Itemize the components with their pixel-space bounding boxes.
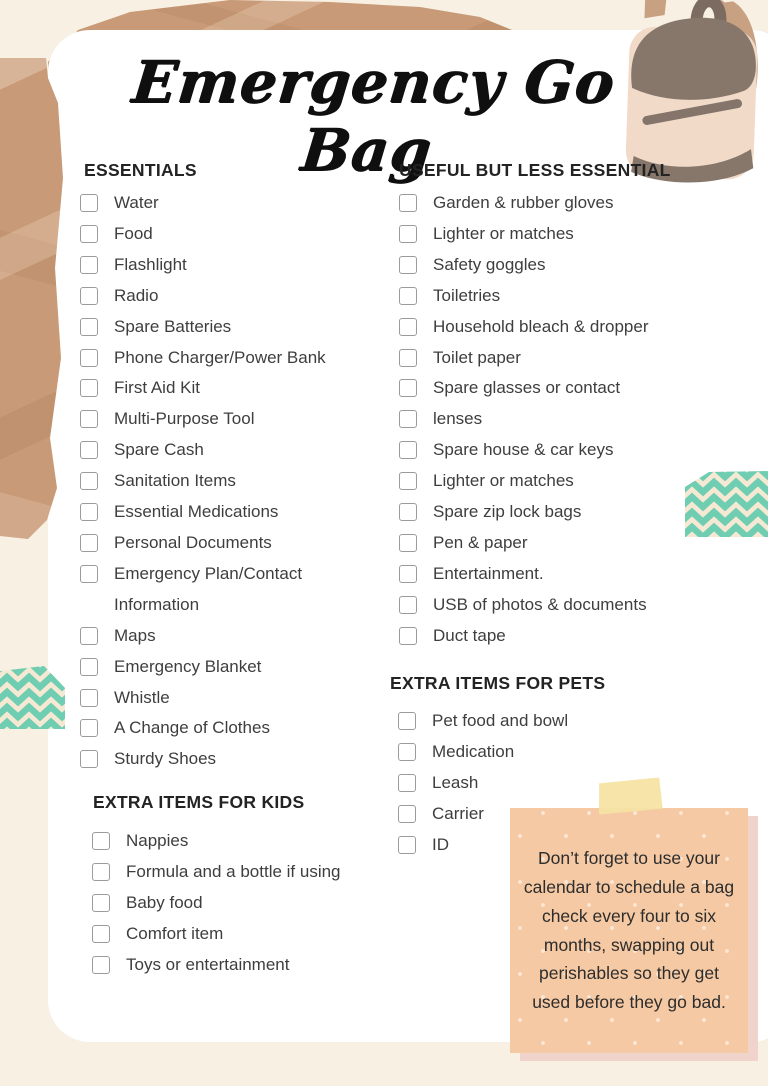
item-checkbox[interactable] bbox=[398, 712, 416, 730]
item-label: Pet food and bowl bbox=[432, 711, 569, 730]
checklist-row bbox=[80, 652, 365, 683]
checklist-row bbox=[80, 435, 365, 466]
checklist-row bbox=[80, 343, 365, 374]
checklist-row bbox=[399, 188, 694, 219]
item-label: Entertainment. bbox=[433, 563, 544, 583]
item-checkbox[interactable] bbox=[92, 863, 110, 881]
item-checkbox[interactable] bbox=[80, 658, 98, 676]
item-label: Nappies bbox=[126, 831, 189, 850]
item-label: ID bbox=[432, 834, 449, 854]
item-label: Lighter or matches bbox=[433, 471, 574, 491]
item-checkbox[interactable] bbox=[80, 194, 98, 212]
checklist-row bbox=[80, 713, 365, 744]
checklist-row bbox=[399, 435, 694, 466]
checklist-row bbox=[399, 404, 694, 435]
item-checkbox[interactable] bbox=[399, 596, 417, 614]
item-checkbox[interactable] bbox=[80, 287, 98, 305]
chevron-washi-tape-icon bbox=[685, 471, 768, 537]
checklist-row bbox=[399, 343, 694, 374]
item-checkbox[interactable] bbox=[80, 318, 98, 336]
checklist-row bbox=[80, 219, 365, 250]
item-label: Multi-Purpose Tool bbox=[114, 409, 255, 429]
item-checkbox[interactable] bbox=[399, 410, 417, 428]
checklist-row bbox=[92, 857, 392, 888]
reminder-note-text: Don’t forget to use your calendar to schedule a bag check every four to six months, swapping out perishables so they get used before they go bad. bbox=[523, 848, 735, 1012]
checklist-row bbox=[80, 312, 365, 343]
item-checkbox[interactable] bbox=[92, 832, 110, 850]
checklist-row bbox=[80, 281, 365, 312]
item-label: Toiletries bbox=[433, 285, 501, 305]
item-checkbox[interactable] bbox=[399, 472, 417, 490]
checklist-row bbox=[80, 497, 365, 528]
item-checkbox[interactable] bbox=[80, 750, 98, 768]
item-label: Lighter or matches bbox=[433, 223, 574, 243]
item-label: First Aid Kit bbox=[114, 378, 200, 398]
item-label: Sanitation Items bbox=[114, 471, 236, 491]
item-checkbox[interactable] bbox=[80, 627, 98, 645]
checklist-row bbox=[398, 737, 628, 768]
pets-heading: EXTRA ITEMS FOR PETS bbox=[390, 673, 606, 693]
item-label: Leash bbox=[432, 772, 479, 792]
kids-checklist bbox=[92, 826, 392, 981]
item-checkbox[interactable] bbox=[399, 503, 417, 521]
reminder-note bbox=[510, 808, 748, 1053]
checklist-row bbox=[80, 466, 365, 497]
checklist-row bbox=[92, 888, 392, 919]
item-checkbox[interactable] bbox=[399, 287, 417, 305]
checklist-row bbox=[399, 528, 694, 559]
checklist-row bbox=[80, 559, 365, 621]
item-label: Formula and a bottle if using bbox=[126, 861, 341, 881]
item-label: Comfort item bbox=[126, 923, 224, 943]
item-label: lenses bbox=[433, 409, 483, 429]
item-checkbox[interactable] bbox=[399, 379, 417, 397]
checklist-row bbox=[92, 826, 392, 857]
item-checkbox[interactable] bbox=[92, 956, 110, 974]
item-label: Medication bbox=[432, 741, 515, 761]
item-checkbox[interactable] bbox=[80, 256, 98, 274]
checklist-row bbox=[92, 919, 392, 950]
item-label: Household bleach & dropper bbox=[433, 316, 649, 336]
checklist-row bbox=[399, 250, 694, 281]
checklist-row bbox=[399, 590, 694, 621]
item-checkbox[interactable] bbox=[80, 225, 98, 243]
useful-checklist bbox=[399, 188, 694, 652]
checklist-row bbox=[399, 219, 694, 250]
checklist-row bbox=[399, 621, 694, 652]
checklist-row bbox=[80, 528, 365, 559]
item-label: Carrier bbox=[432, 803, 484, 823]
item-label: Spare Cash bbox=[114, 440, 204, 460]
item-checkbox[interactable] bbox=[399, 534, 417, 552]
item-checkbox[interactable] bbox=[398, 836, 416, 854]
item-label: Spare zip lock bags bbox=[433, 502, 582, 522]
yellow-tape-icon bbox=[597, 777, 663, 814]
useful-heading: USEFUL BUT LESS ESSENTIAL bbox=[399, 160, 671, 180]
item-checkbox[interactable] bbox=[399, 194, 417, 212]
essentials-checklist bbox=[80, 188, 365, 775]
essentials-heading: ESSENTIALS bbox=[84, 160, 197, 180]
checklist-row bbox=[80, 744, 365, 775]
checklist-row bbox=[399, 559, 694, 590]
checklist-row bbox=[80, 188, 365, 219]
item-label: Spare Batteries bbox=[114, 316, 232, 336]
item-checkbox[interactable] bbox=[399, 349, 417, 367]
checklist-row bbox=[80, 404, 365, 435]
item-checkbox[interactable] bbox=[92, 894, 110, 912]
item-checkbox[interactable] bbox=[80, 349, 98, 367]
item-label: Emergency Blanket bbox=[114, 656, 262, 676]
checklist-row bbox=[92, 950, 392, 981]
item-label: Safety goggles bbox=[433, 254, 546, 274]
item-label: Radio bbox=[114, 285, 159, 305]
checklist-row bbox=[80, 683, 365, 714]
checklist-row bbox=[399, 466, 694, 497]
item-checkbox[interactable] bbox=[80, 719, 98, 737]
item-label: Whistle bbox=[114, 687, 170, 707]
item-checkbox[interactable] bbox=[399, 318, 417, 336]
item-checkbox[interactable] bbox=[80, 503, 98, 521]
item-label: Maps bbox=[114, 625, 156, 645]
checklist-row bbox=[399, 497, 694, 528]
kids-heading: EXTRA ITEMS FOR KIDS bbox=[93, 792, 305, 812]
checklist-row bbox=[399, 312, 694, 343]
item-label: A Change of Clothes bbox=[114, 718, 270, 738]
item-label: Toys or entertainment bbox=[126, 954, 290, 974]
item-label: Duct tape bbox=[433, 625, 506, 645]
item-label: Emergency Plan/Contact Information bbox=[114, 563, 303, 614]
item-checkbox[interactable] bbox=[80, 441, 98, 459]
checklist-row bbox=[80, 373, 365, 404]
checklist-row bbox=[80, 621, 365, 652]
item-checkbox[interactable] bbox=[398, 743, 416, 761]
item-checkbox[interactable] bbox=[399, 627, 417, 645]
item-label: Toilet paper bbox=[433, 347, 521, 367]
item-checkbox[interactable] bbox=[398, 805, 416, 823]
item-checkbox[interactable] bbox=[399, 256, 417, 274]
item-label: Pen & paper bbox=[433, 532, 528, 552]
item-checkbox[interactable] bbox=[398, 774, 416, 792]
item-checkbox[interactable] bbox=[399, 441, 417, 459]
item-label: Food bbox=[114, 223, 153, 243]
item-label: Personal Documents bbox=[114, 532, 272, 552]
item-checkbox[interactable] bbox=[80, 472, 98, 490]
item-label: Spare glasses or contact bbox=[433, 378, 621, 398]
checklist-row bbox=[80, 250, 365, 281]
item-label: Baby food bbox=[126, 892, 203, 912]
item-checkbox[interactable] bbox=[80, 410, 98, 428]
page-title: Emergency Go Bag bbox=[128, 48, 619, 184]
item-label: Spare house & car keys bbox=[433, 440, 614, 460]
item-label: Garden & rubber gloves bbox=[433, 193, 614, 212]
item-checkbox[interactable] bbox=[80, 565, 98, 583]
item-checkbox[interactable] bbox=[399, 565, 417, 583]
item-checkbox[interactable] bbox=[399, 225, 417, 243]
item-label: Sturdy Shoes bbox=[114, 749, 217, 769]
item-checkbox[interactable] bbox=[80, 379, 98, 397]
item-checkbox[interactable] bbox=[80, 534, 98, 552]
item-checkbox[interactable] bbox=[92, 925, 110, 943]
checklist-row bbox=[399, 281, 694, 312]
checklist-row bbox=[398, 706, 628, 737]
item-label: Essential Medications bbox=[114, 502, 279, 522]
item-label: Phone Charger/Power Bank bbox=[114, 347, 326, 367]
item-label: USB of photos & documents bbox=[433, 594, 647, 614]
item-checkbox[interactable] bbox=[80, 689, 98, 707]
item-label: Flashlight bbox=[114, 254, 187, 274]
checklist-row bbox=[398, 768, 628, 799]
checklist-row bbox=[399, 373, 694, 404]
item-label: Water bbox=[114, 193, 159, 212]
